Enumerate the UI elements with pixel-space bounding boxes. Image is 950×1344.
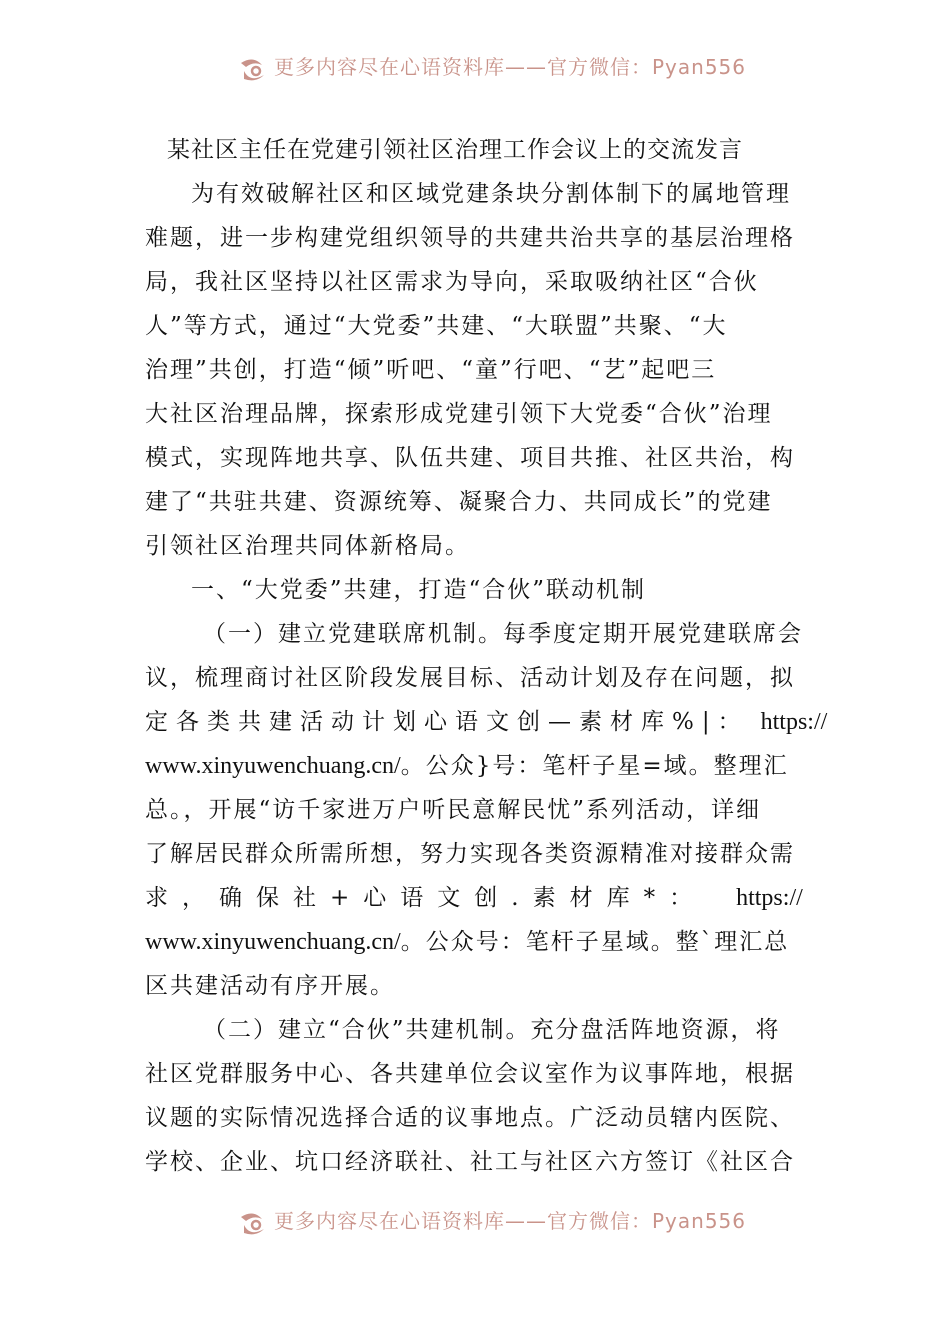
brand-logo-icon bbox=[238, 57, 268, 85]
text-line: （一）建立党建联席机制。每季度定期开展党建联席会 bbox=[203, 621, 803, 647]
text-line: www.xinyuwenchuang.cn/。公众号：笔杆子星域。整`理汇总 bbox=[145, 929, 790, 955]
paragraph-partner-mechanism bbox=[145, 1008, 809, 1184]
intro-paragraph bbox=[145, 172, 809, 568]
paragraph-liaison-mechanism bbox=[145, 612, 828, 1008]
watermark-banner-bottom bbox=[0, 1206, 950, 1240]
brand-logo-icon bbox=[238, 1211, 268, 1239]
text-line: 模式，实现阵地共享、队伍共建、项目共推、社区共治，构 bbox=[145, 445, 795, 471]
text-line: 定各类共建活动计划心语文创—素材库%|： https:// bbox=[145, 709, 828, 735]
document-title: 某社区主任在党建引领社区治理工作会议上的交流发言 bbox=[167, 137, 743, 163]
section-heading: 一、“大党委”共建，打造“合伙”联动机制 bbox=[191, 577, 647, 603]
text-line: 大社区治理品牌，探索形成党建引领下大党委“合伙”治理 bbox=[145, 401, 773, 427]
watermark-banner-top bbox=[0, 52, 950, 86]
text-line: 了解居民群众所需所想，努力实现各类资源精准对接群众需 bbox=[145, 841, 795, 867]
text-line: 议题的实际情况选择合适的议事地点。广泛动员辖内医院、 bbox=[145, 1105, 795, 1131]
watermark-text: 更多内容尽在心语资料库——官方微信：Pyan556 bbox=[274, 1208, 747, 1233]
text-line: www.xinyuwenchuang.cn/。公众}号：笔杆子星=域。整理汇 bbox=[145, 753, 789, 779]
text-line: 局，我社区坚持以社区需求为导向，采取吸纳社区“合伙 bbox=[145, 269, 759, 295]
text-line: 人”等方式，通过“大党委”共建、“大联盟”共聚、“大 bbox=[145, 313, 728, 339]
text-line: 区共建活动有序开展。 bbox=[145, 973, 395, 999]
text-line: 学校、企业、坑口经济联社、社工与社区六方签订《社区合 bbox=[145, 1149, 795, 1175]
text-line: 社区党群服务中心、各共建单位会议室作为议事阵地，根据 bbox=[145, 1061, 795, 1087]
watermark-text: 更多内容尽在心语资料库——官方微信：Pyan556 bbox=[274, 54, 747, 79]
text-line: 建了“共驻共建、资源统筹、凝聚合力、共同成长”的党建 bbox=[145, 489, 773, 515]
text-line: 议，梳理商讨社区阶段发展目标、活动计划及存在问题，拟 bbox=[145, 665, 795, 691]
text-line: 求，确保社+心语文创.素材库*： https:// bbox=[145, 885, 803, 911]
text-line: （二）建立“合伙”共建机制。充分盘活阵地资源，将 bbox=[203, 1017, 781, 1043]
text-line: 治理”共创，打造“倾”听吧、“童”行吧、“艺”起吧三 bbox=[145, 357, 717, 383]
text-line: 为有效破解社区和区域党建条块分割体制下的属地管理 bbox=[191, 181, 791, 207]
text-line: 难题，进一步构建党组织领导的共建共治共享的基层治理格 bbox=[145, 225, 795, 251]
text-line: 引领社区治理共同体新格局。 bbox=[145, 533, 470, 559]
document-body bbox=[145, 128, 828, 1184]
text-line: 总。，开展“访千家进万户听民意解民忧”系列活动，详细 bbox=[145, 797, 762, 823]
